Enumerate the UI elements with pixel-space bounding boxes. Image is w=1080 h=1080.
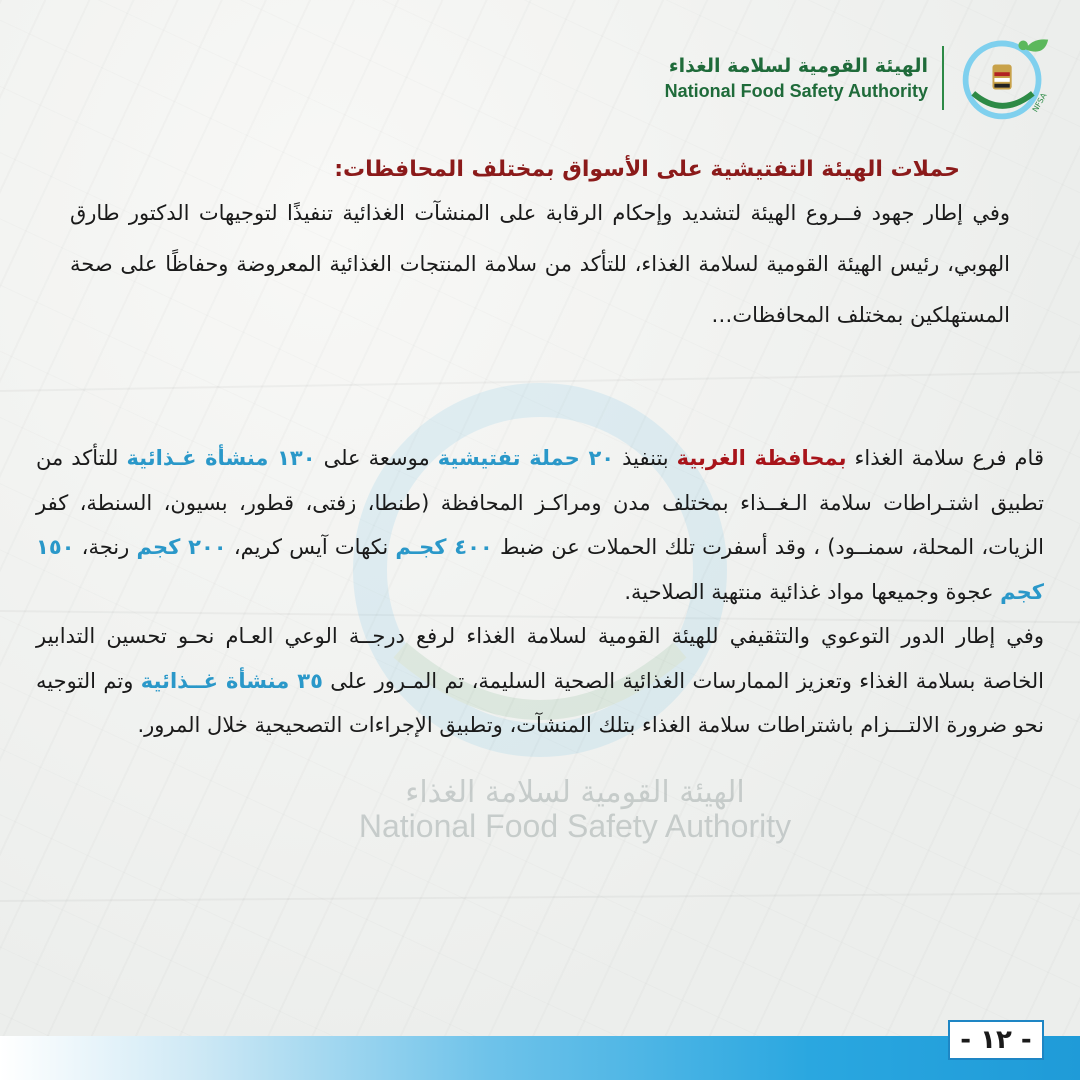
body-text-segment: وتم التوجيه نحو ضرورة الالتـــزام باشتراطات سلامة الغذاء بتلك المنشآت، وتطبيق الإجراءات التصحيحية خلال المرور. (36, 668, 1044, 737)
logo-arabic-name: الهيئة القومية لسلامة الغذاء (668, 55, 928, 77)
nfsa-emblem-icon (956, 30, 1052, 126)
page-number: - ١٢ - (948, 1020, 1044, 1060)
facilities-highlight: ١٣٠ منشأة غـذائية (126, 446, 316, 470)
watermark-english: National Food Safety Authority (358, 808, 792, 844)
section-title: حملات الهيئة التفتيشية على الأسواق بمختلف المحافظات: (334, 157, 960, 182)
nfsa-logo (665, 28, 1052, 128)
quantity-highlight: ٢٠٠ كجم (136, 535, 227, 559)
body-text-segment: بتنفيذ (614, 446, 677, 470)
body-text (36, 436, 1044, 748)
emblem-nfsa-text: NFSA (1030, 91, 1049, 114)
body-text-segment: رنجة، (74, 535, 137, 559)
footer-bar (0, 1036, 1080, 1080)
quantity-highlight: ١٥٠ كجم (36, 535, 1044, 604)
body-text-segment: عجوة وجميعها مواد غذائية منتهية الصلاحية. (624, 579, 1001, 604)
logo-text (665, 53, 928, 103)
body-text-segment: موسعة على (315, 446, 438, 470)
logo-separator (942, 46, 944, 110)
watermark-arabic: الهيئة القومية لسلامة الغذاء (405, 775, 745, 810)
body-text-segment: للتأكد من تطبيق اشتـراطات سلامة الـغــذاء بمختلف مدن ومراكـز المحافظة (طنطا، زفتى، قطور، بسيون، السنطة، كفر الزيات، المحلة، سمنــود) ، وقد أسفرت تلك الحملات عن ضبط (36, 446, 1044, 559)
governorate-highlight: بمحافظة الغربية (676, 446, 847, 470)
body-text-segment: وفي إطار الدور التوعوي والتثقيفي للهيئة القومية لسلامة الغذاء لرفع درجــة الوعي العـام نحـو تحسين التدابير الخاصة بسلامة الغذاء وتعزيز الممارسات الغذائية الصحية السليمة، تم المـرور على (36, 624, 1045, 693)
facilities-count-highlight: ٣٥ منشأة غــذائية (140, 668, 323, 693)
campaigns-highlight: ٢٠ حملة تفتيشية (437, 446, 615, 470)
quantity-highlight: ٤٠٠ كجـم (395, 535, 493, 559)
body-text-segment: قام فرع سلامة الغذاء (846, 446, 1044, 470)
logo-english-name: National Food Safety Authority (664, 81, 928, 101)
intro-paragraph: وفي إطار جهود فــروع الهيئة لتشديد وإحكام الرقابة على المنشآت الغذائية تنفيذًا لتوجيهات الدكتور طارق الهوبي، رئيس الهيئة القومية لسلامة الغذاء، للتأكد من سلامة المنتجات الغذائية المعروضة وحفاظًا على صحة المستهلكين بمختلف المحافظات… (70, 201, 1010, 327)
body-text-segment: نكهات آيس كريم، (226, 535, 396, 559)
